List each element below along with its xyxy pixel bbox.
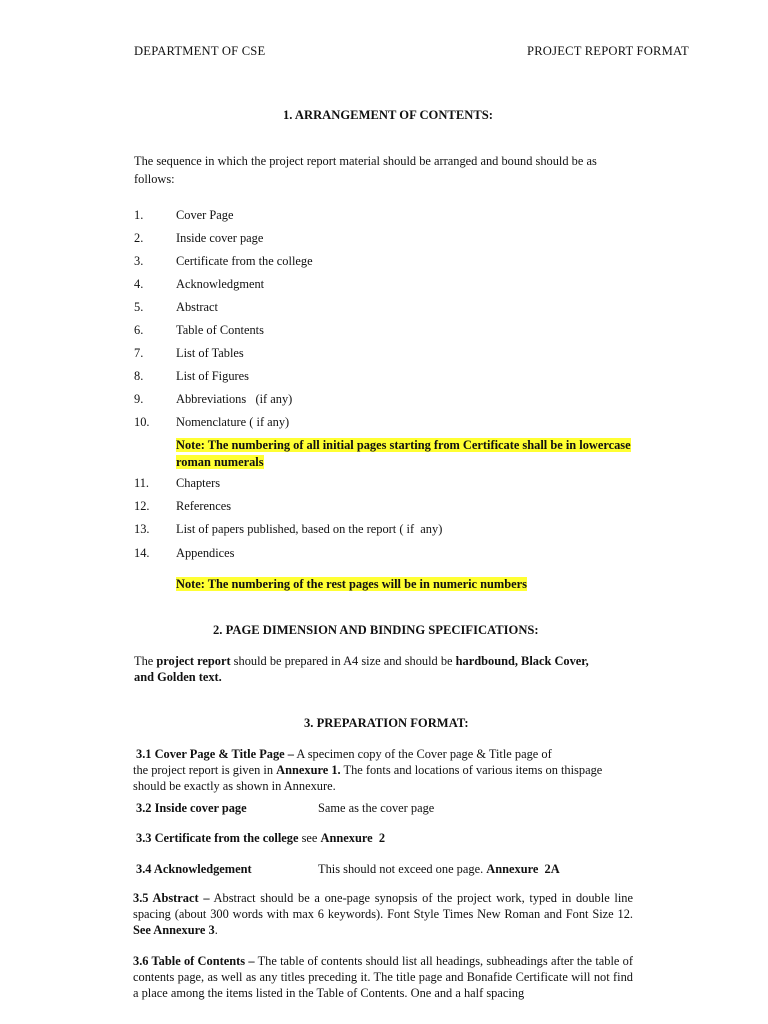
list-item-text: Table of Contents <box>176 323 264 337</box>
text: Abstract should be a one-page synopsis of the project work, typed in double line spacing (about 300 words with max 6 keywords). Font Style Times New Roman and Font Size 12. <box>133 891 633 921</box>
section1-intro-line1: The sequence in which the project report material should be arranged and bound should be as <box>134 154 597 168</box>
text: This should not exceed one page. <box>318 862 487 876</box>
para-heading: 3.5 Abstract – <box>133 891 210 905</box>
list-item-number: 4. <box>134 277 144 291</box>
text-bold: Annexure 1. <box>276 763 341 777</box>
section2-title: 2. PAGE DIMENSION AND BINDING SPECIFICATIONS: <box>213 623 539 637</box>
para-3-1-line2 <box>133 763 602 778</box>
list-item-text: Abbreviations (if any) <box>176 392 293 406</box>
list-item-number: 2. <box>134 231 144 245</box>
note-initial-pages-line1 <box>176 438 631 453</box>
annexure-ref: Annexure 2A <box>486 862 560 876</box>
list-item-number: 7. <box>134 346 144 360</box>
list-item-number: 5. <box>134 300 144 314</box>
para-heading: 3.1 Cover Page & Title Page – <box>136 747 294 761</box>
section3-title: 3. PREPARATION FORMAT: <box>304 716 469 730</box>
para-3-6 <box>133 953 633 1001</box>
highlight: roman numerals <box>176 455 264 469</box>
list-item-text: Cover Page <box>176 208 234 222</box>
para-3-2-heading <box>136 801 247 816</box>
highlight: Note: The numbering of all initial pages starting from Certificate shall be in lowercase <box>176 438 631 452</box>
para-heading: 3.6 Table of Contents – <box>133 954 255 968</box>
list-item-text: Appendices <box>176 546 235 560</box>
list-item-text: Certificate from the college <box>176 254 313 268</box>
text-bold: hardbound, Black Cover, <box>455 654 589 668</box>
text: see <box>298 831 321 845</box>
list-item-text: Nomenclature ( if any) <box>176 415 290 429</box>
list-item-number: 3. <box>134 254 144 268</box>
header-right: PROJECT REPORT FORMAT <box>527 44 689 58</box>
para-heading: 3.4 Acknowledgement <box>136 862 252 876</box>
para-3-4-heading <box>136 862 252 877</box>
list-item-number: 14. <box>134 546 150 560</box>
list-item-number: 11. <box>134 476 150 490</box>
header-left: DEPARTMENT OF CSE <box>134 44 266 58</box>
text: The fonts and locations of various items on thispage <box>340 763 603 777</box>
annexure-ref: See Annexure 3 <box>133 923 215 937</box>
list-item-text: Acknowledgment <box>176 277 265 291</box>
text-bold: project report <box>156 654 231 668</box>
para-3-4-text <box>318 862 560 877</box>
para-3-5 <box>133 890 633 938</box>
list-item-number: 13. <box>134 522 150 536</box>
list-item-text: Chapters <box>176 476 221 490</box>
list-item-text: Abstract <box>176 300 218 314</box>
text: the project report is given in <box>133 763 277 777</box>
list-item-number: 6. <box>134 323 144 337</box>
para-3-2-text: Same as the cover page <box>318 801 435 815</box>
list-item-text: List of papers published, based on the report ( if any) <box>176 522 443 536</box>
para-3-3 <box>136 831 385 846</box>
text-bold: and Golden text. <box>134 670 222 684</box>
highlight: Note: The numbering of the rest pages will be in numeric numbers <box>176 577 527 591</box>
list-item-number: 8. <box>134 369 144 383</box>
section1-intro-line2: follows: <box>134 172 175 186</box>
list-item-text: List of Figures <box>176 369 249 383</box>
text: The table of contents should list all headings, subheadings after the table of contents page, as well as any titles preceding it. The title page and Bonafide Certificate will not find a place among the items listed in the Table of Contents. One and a half spacing <box>133 954 634 1000</box>
list-item-text: References <box>176 499 232 513</box>
note-initial-pages-line2 <box>176 455 264 470</box>
list-item-text: Inside cover page <box>176 231 264 245</box>
text: . <box>214 923 218 937</box>
section2-line2 <box>134 670 222 685</box>
annexure-ref: Annexure 2 <box>320 831 386 845</box>
note-rest-pages <box>176 577 527 592</box>
text: should be prepared in A4 size and should be <box>230 654 456 668</box>
list-item-number: 9. <box>134 392 144 406</box>
para-heading: 3.2 Inside cover page <box>136 801 247 815</box>
section1-title: 1. ARRANGEMENT OF CONTENTS: <box>283 108 493 122</box>
list-item-number: 1. <box>134 208 144 222</box>
list-item-number: 12. <box>134 499 150 513</box>
text: The <box>134 654 157 668</box>
list-item-number: 10. <box>134 415 150 429</box>
para-heading: 3.3 Certificate from the college <box>136 831 299 845</box>
list-item-text: List of Tables <box>176 346 244 360</box>
section2-line1 <box>134 654 589 669</box>
text: A specimen copy of the Cover page & Title page of <box>293 747 552 761</box>
para-3-1-line1 <box>136 747 552 762</box>
para-3-1-line3: should be exactly as shown in Annexure. <box>133 779 336 793</box>
